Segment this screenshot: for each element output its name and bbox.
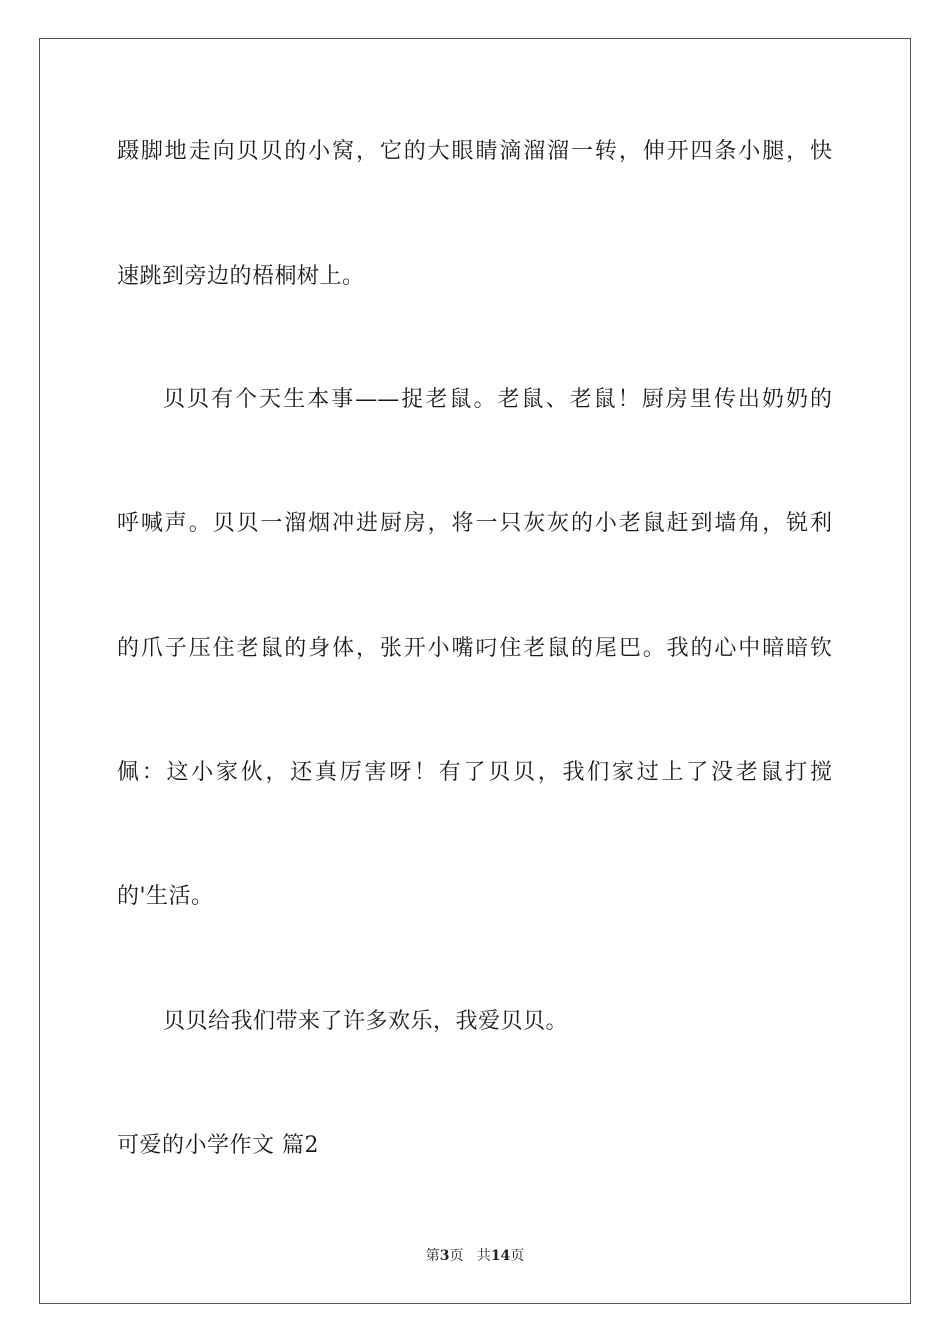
page-footer (0, 1247, 950, 1265)
footer-total-suffix: 页 (510, 1248, 525, 1264)
body-text-line: 蹑脚地走向贝贝的小窝，它的大眼睛滴溜溜一转，伸开四条小腿，快 (117, 139, 832, 164)
footer-page-prefix: 第 (425, 1248, 440, 1264)
page-border (39, 38, 911, 1304)
footer-page-suffix: 页 (449, 1248, 464, 1264)
footer-total-pages: 14 (490, 1248, 511, 1264)
paragraph-first-line: 贝贝给我们带来了许多欢乐，我爱贝贝。 (163, 1009, 569, 1034)
body-text-line: 佩：这小家伙，还真厉害呀！有了贝贝，我们家过上了没老鼠打搅 (117, 760, 832, 785)
paragraph-first-line: 贝贝有个天生本事——捉老鼠。老鼠、老鼠！厨房里传出奶奶的 (163, 387, 832, 412)
body-text-line: 速跳到旁边的梧桐树上。 (117, 264, 365, 289)
body-text-line: 的爪子压住老鼠的身体，张开小嘴叼住老鼠的尾巴。我的心中暗暗钦 (117, 636, 832, 661)
body-text-line: 呼喊声。贝贝一溜烟冲进厨房，将一只灰灰的小老鼠赶到墙角，锐利 (117, 511, 832, 536)
footer-page-number: 3 (439, 1248, 450, 1264)
footer-total-prefix: 共 (476, 1248, 491, 1264)
section-heading: 可爱的小学作文 篇2 (117, 1133, 319, 1158)
body-text-line: 的'生活。 (117, 884, 214, 909)
